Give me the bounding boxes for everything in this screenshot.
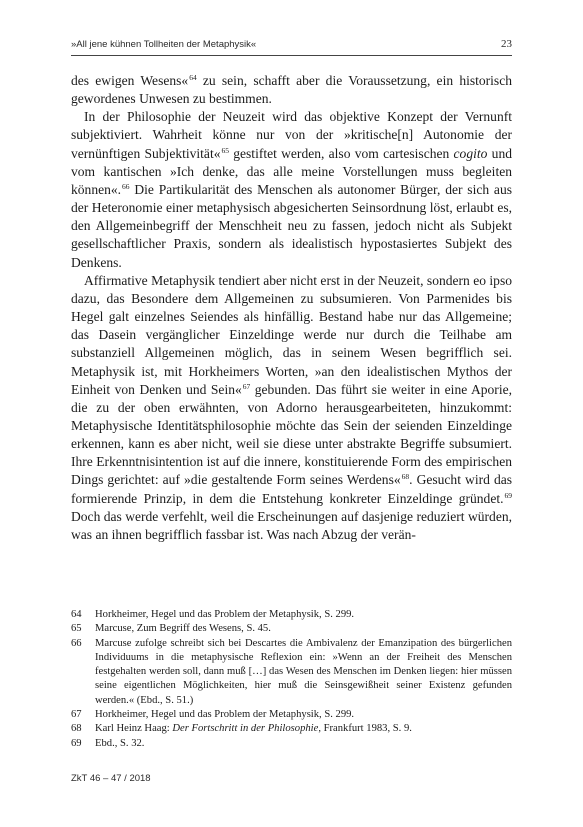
footnotes	[71, 608, 512, 751]
footnote-number: 64	[71, 609, 82, 620]
footnote-ref-66[interactable]: 66	[122, 181, 130, 191]
text-run: und vom kantischen »Ich denke, das alle meine Vorstellungen muss begleiten können«.	[71, 145, 512, 197]
footnote-64	[71, 608, 512, 622]
footnote-text: Marcuse, Zum Begriff des Wesens, S. 45.	[95, 623, 271, 635]
footnote-text: Horkheimer, Hegel und das Problem der Metaphysik, S. 299.	[95, 709, 355, 721]
footnote-67	[71, 708, 512, 722]
text-run: gestiftet werden, also vom cartesischen	[228, 145, 454, 161]
italic-term: cogito	[453, 145, 488, 161]
paragraph-3	[71, 272, 512, 544]
footnote-number: 66	[71, 637, 82, 649]
footnote-69	[71, 737, 512, 751]
footnote-ref-68[interactable]: 68	[401, 472, 410, 482]
footnote-number: 68	[71, 723, 82, 735]
footnote-ref-64[interactable]: 64	[189, 73, 197, 82]
citation-title: Der Fortschritt in der Philosophie	[172, 723, 319, 735]
running-footer: ZkT 46 – 47 / 2018	[71, 773, 151, 784]
header-rule	[71, 55, 512, 56]
footnote-number: 65	[71, 623, 82, 635]
body-text	[71, 72, 512, 544]
footnote-68	[71, 722, 512, 736]
footnote-ref-65[interactable]: 65	[221, 145, 229, 155]
text-run: Doch das werde verfehlt, weil die Erscheinungen auf dasjenige reduziert würden, was an ihnen begrifflich fassbar ist. Was nach Abzug der verän-	[71, 508, 512, 542]
citation-author: Karl Heinz Haag:	[95, 723, 173, 735]
footnote-text	[95, 722, 512, 736]
footnote-number: 67	[71, 709, 82, 721]
footnote-ref-69[interactable]: 69	[504, 490, 512, 500]
footnote-ref-67[interactable]: 67	[242, 381, 251, 391]
text-run: . Gesucht wird das formierende Prinzip, in dem die Entstehung konkreter Einzeldinge gründet.	[71, 472, 513, 506]
text-run: In der Philosophie der Neuzeit wird das objektive Konzept der Vernunft subjektiviert. Wahrheit könne nur von der »kritische[n] Autonomie der vernünftigen Subjektivität«	[71, 109, 512, 161]
footnote-number: 69	[71, 737, 82, 749]
footnote-text: Marcuse zufolge schreibt sich bei Descartes die Ambivalenz der Emanzipation des bürgerlichen Individuums in die metaphysische Reflexion ein: »Wenn an der Freiheit des Menschen festgehalten werden soll, dann muß […] das Wesen des Menschen im Denken liegen: hier müssen seine eigentlichen Möglichkeiten, hier muß die Seinsgewißheit seiner Existenz gefunden werden.« (Ebd., S. 51.)	[95, 637, 512, 706]
text-run: zu sein, schafft aber die Voraussetzung, ein historisch gewordenes Unwesen zu bestimmen.	[71, 73, 512, 107]
running-header	[71, 38, 512, 50]
paragraph-2	[71, 108, 512, 271]
citation-details: , Frankfurt 1983, S. 9.	[318, 723, 412, 735]
page-number: 23	[501, 38, 512, 50]
text-run: gebunden. Das führt sie weiter in eine Aporie, die zu der oben erwähnten, von Adorno herausgearbeiteten, hinzukommt: Metaphysische Identitätsphilosophie möchte das Sein der seienden Einzeldinge erkennen, kann es aber nicht, weil sie diese unter abstrakte Begriffe subsumiert. Ihre Erkenntnisintention ist auf die innere, konstituierende Form des empirischen Dings gerichtet: auf »die gestaltende Form seines Werdens«	[71, 381, 512, 488]
paragraph-1	[71, 72, 512, 108]
footnote-65	[71, 622, 512, 636]
text-run: Die Partikularität des Menschen als autonomer Bürger, der sich aus der Heteronomie einer metaphysisch abgesicherten Seinsordnung löst, erlaubt es, den Allgemeinbegriff der Menschheit neu zu fassen, jedoch nicht als Subjekt gesellschaftlicher Praxis, sondern als idealistisch hypostasiertes Subjekt des Denkens.	[71, 181, 512, 270]
text-run: des ewigen Wesens«	[71, 73, 189, 88]
footnote-text: Ebd., S. 32.	[95, 737, 145, 749]
footnote-66	[71, 637, 512, 708]
text-run: Affirmative Metaphysik tendiert aber nicht erst in der Neuzeit, sondern eo ipso dazu, das Besondere dem Allgemeinen zu subsumieren. Von Parmenides bis Hegel galt einzelnes Seiendes als hinfällig. Bestand habe nur das Allgemeine; das Dasein vergänglicher Einzeldinge werde nur durch die Teilhabe am substanziell Allgemeinen möglich, das in seinem Wesen begrifflich sei. Metaphysik ist, mit Horkheimers Worten, »an den idealistischen Mythos der Einheit von Denken und Sein«	[71, 272, 512, 397]
footnote-text: Horkheimer, Hegel und das Problem der Metaphysik, S. 299.	[95, 609, 355, 620]
running-title: »All jene kühnen Tollheiten der Metaphysik«	[71, 39, 257, 50]
